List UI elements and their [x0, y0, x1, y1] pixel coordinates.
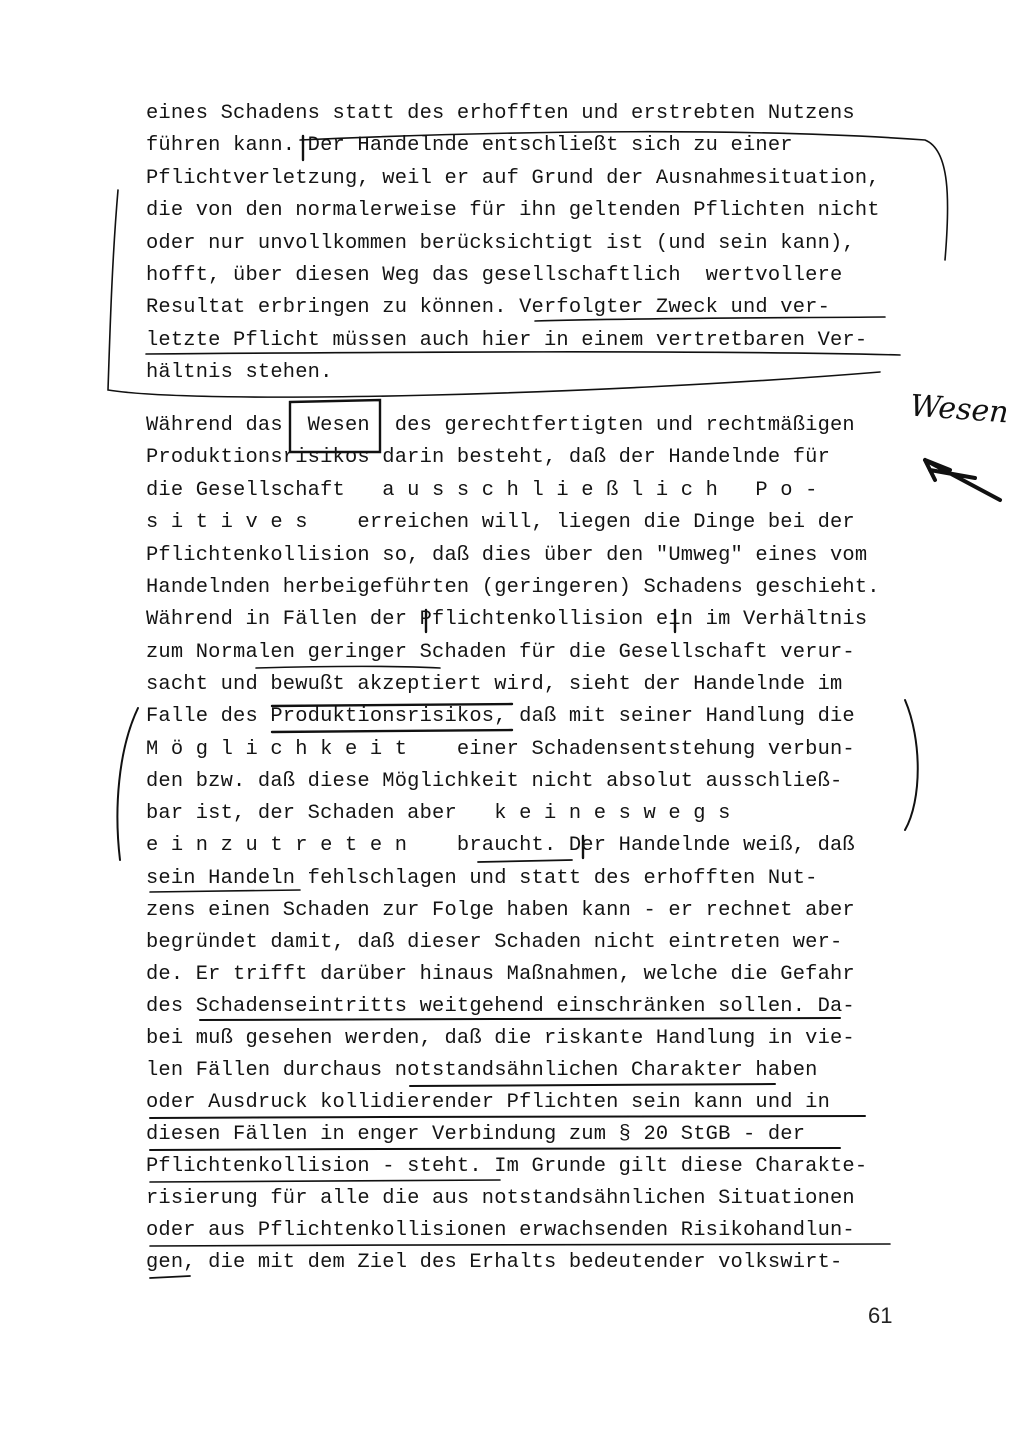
- text-line: Falle des Produktionsrisikos, daß mit seiner Handlung die: [146, 705, 855, 728]
- text-line: die von den normalerweise für ihn geltenden Pflichten nicht: [146, 199, 880, 222]
- text-line: zum Normalen geringer Schaden für die Gesellschaft verur-: [146, 641, 855, 664]
- text-line: de. Er trifft darüber hinaus Maßnahmen, welche die Gefahr: [146, 963, 855, 986]
- page-number: 61: [868, 1303, 893, 1328]
- text-line: Produktionsrisikos darin besteht, daß der Handelnde für: [146, 446, 831, 469]
- text-line: hältnis stehen.: [146, 361, 333, 384]
- text-line: Während das Wesen des gerechtfertigten und rechtmäßigen: [146, 414, 855, 437]
- text-line: e i n z u t r e t e n braucht. Der Handelnde weiß, daß: [146, 834, 855, 857]
- text-line: begründet damit, daß dieser Schaden nicht eintreten wer-: [146, 931, 843, 954]
- text-line: des Schadenseintritts weitgehend einschränken sollen. Da-: [146, 995, 855, 1018]
- text-line: diesen Fällen in enger Verbindung zum § 20 StGB - der: [146, 1123, 806, 1146]
- margin-note-handwritten: Wesen: [908, 388, 1010, 431]
- text-line: Pflichtenkollision - steht. Im Grunde gilt diese Charakte-: [146, 1155, 868, 1178]
- text-line: s i t i v e s erreichen will, liegen die Dinge bei der: [146, 511, 855, 534]
- text-line: Pflichtenkollision so, daß dies über den "Umweg" eines vom: [146, 544, 868, 567]
- text-line: Handelnden herbeigeführten (geringeren) Schadens geschieht.: [146, 576, 880, 599]
- parenthesis-mark: [905, 700, 918, 830]
- text-line: len Fällen durchaus notstandsähnlichen Charakter haben: [146, 1059, 818, 1082]
- text-line: oder nur unvollkommen berücksichtigt ist (und sein kann),: [146, 232, 855, 255]
- text-line: Resultat erbringen zu können. Verfolgter Zweck und ver-: [146, 296, 831, 319]
- text-line: letzte Pflicht müssen auch hier in einem vertretbaren Ver-: [146, 329, 868, 352]
- text-line: sacht und bewußt akzeptiert wird, sieht der Handelnde im: [146, 673, 843, 696]
- text-line: bar ist, der Schaden aber k e i n e s w e g s: [146, 802, 731, 825]
- parenthesis-mark: [117, 708, 138, 860]
- text-line: eines Schadens statt des erhofften und erstrebten Nutzens: [146, 102, 855, 125]
- text-line: sein Handeln fehlschlagen und statt des erhofften Nut-: [146, 867, 818, 890]
- text-line: oder Ausdruck kollidierender Pflichten sein kann und in: [146, 1091, 831, 1114]
- text-line: gen, die mit dem Ziel des Erhalts bedeutender volkswirt-: [146, 1251, 843, 1274]
- text-line: zens einen Schaden zur Folge haben kann - er rechnet aber: [146, 899, 855, 922]
- text-line: bei muß gesehen werden, daß die riskante Handlung in vie-: [146, 1027, 855, 1050]
- text-line: führen kann. Der Handelnde entschließt sich zu einer: [146, 134, 793, 157]
- text-line: hofft, über diesen Weg das gesellschaftlich wertvollere: [146, 264, 843, 287]
- text-line: den bzw. daß diese Möglichkeit nicht absolut ausschließ-: [146, 770, 843, 793]
- text-line: Während in Fällen der Pflichtenkollision ein im Verhältnis: [146, 608, 868, 631]
- text-line: risierung für alle die aus notstandsähnlichen Situationen: [146, 1187, 855, 1210]
- text-line: Pflichtverletzung, weil er auf Grund der Ausnahmesituation,: [146, 167, 880, 190]
- text-line: M ö g l i c h k e i t einer Schadensentstehung verbun-: [146, 738, 855, 761]
- text-line: die Gesellschaft a u s s c h l i e ß l i c h P o -: [146, 479, 818, 502]
- arrow-icon: [925, 460, 1000, 500]
- text-line: oder aus Pflichtenkollisionen erwachsenden Risikohandlun-: [146, 1219, 855, 1242]
